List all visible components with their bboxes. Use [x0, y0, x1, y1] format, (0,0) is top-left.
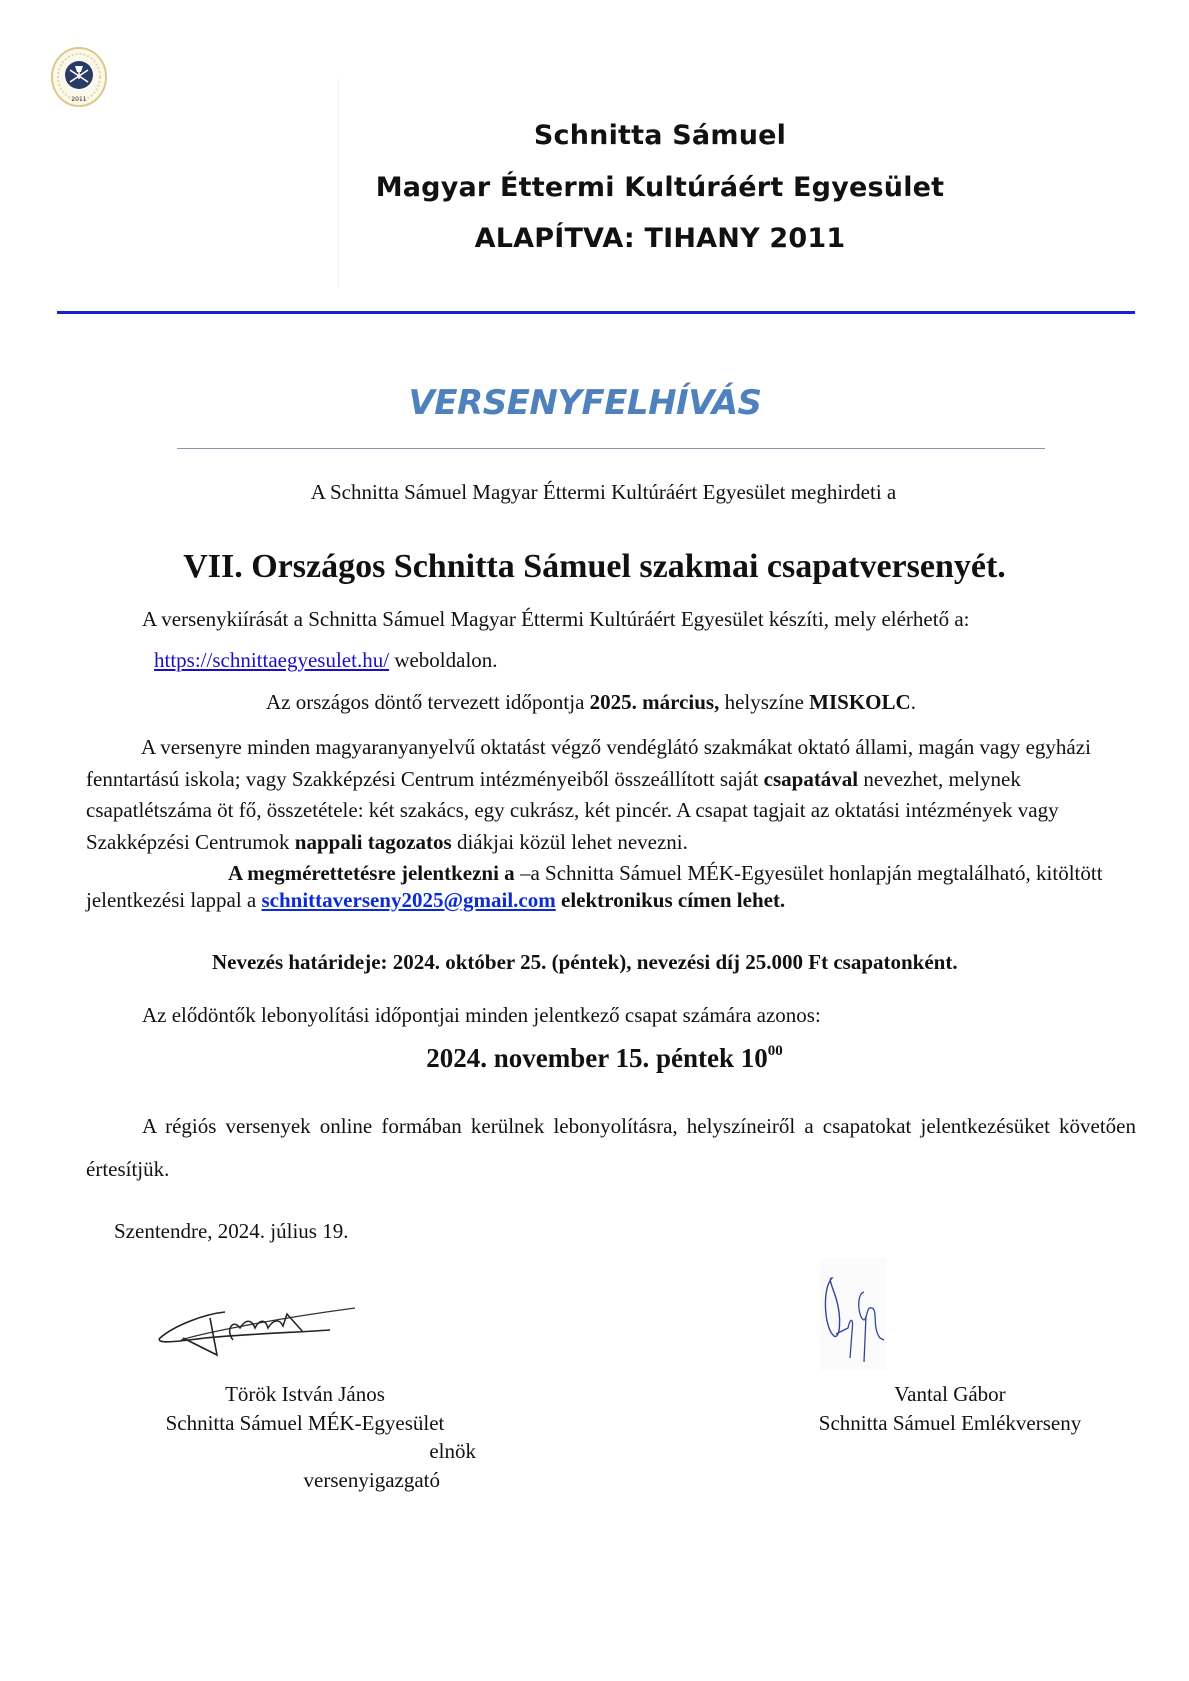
header-founded: ALAPÍTVA: TIHANY 2011: [474, 223, 846, 254]
intro-text: A Schnitta Sámuel Magyar Éttermi Kultúráért Egyesület meghirdeti a: [310, 480, 897, 504]
competition-heading: VII. Országos Schnitta Sámuel szakmai csapatversenyét.: [183, 548, 1006, 585]
website-suffix: weboldalon.: [389, 648, 498, 672]
website-link[interactable]: https://schnittaegyesulet.hu/: [154, 648, 390, 672]
eligibility-bold-1: csapatával: [763, 766, 859, 791]
prelims-intro: Az elődöntők lebonyolítási időpontjai minden jelentkező csapat számára azonos:: [142, 1003, 821, 1027]
signature-torok: [155, 1290, 385, 1365]
header-org-name: Schnitta Sámuel: [533, 120, 787, 151]
announcement-line: A versenykiírását a Schnitta Sámuel Magyar Éttermi Kultúráért Egyesület készíti, mely elérhető a:: [142, 607, 970, 631]
eligibility-bold-2: nappali tagozatos: [294, 829, 452, 854]
svg-text:2011: 2011: [71, 96, 87, 103]
registration-paragraph: [86, 860, 1131, 913]
registration-lead: A megmérettetésre jelentkezni a: [228, 861, 520, 885]
signatory-name: Vantal Gábor: [894, 1382, 1006, 1406]
signatory-org: Schnitta Sámuel MÉK-Egyesület: [165, 1410, 445, 1435]
registration-text: –a Schnitta Sámuel MÉK-Egyesület honlapján megtalálható, kitöltött jelentkezési lappal a: [86, 861, 1103, 912]
emblem-icon: [50, 46, 108, 108]
header-rule: [57, 311, 1135, 314]
eligibility-text-3: diákjai közül lehet nevezni.: [451, 829, 688, 854]
signatory-org: Schnitta Sámuel Emlékverseny: [818, 1410, 1082, 1435]
final-date: 2025. március,: [589, 690, 720, 714]
entry-deadline: Nevezés határideje: 2024. október 25. (péntek), nevezési díj 25.000 Ft csapatonként.: [212, 950, 958, 974]
prelims-time-superscript: 00: [767, 1043, 783, 1059]
signatory-role-2: versenyigazgató: [303, 1467, 440, 1492]
eligibility-text-2: nevezhet, melynek csapatlétszáma öt fő, összetétele: két szakács, egy cukrász, két pincér. A csapat tagjait az oktatási intézmények vagy Szakképzési Centrumok: [86, 766, 1059, 854]
title-rule: [177, 448, 1045, 449]
registration-email-link[interactable]: schnittaverseny2025@gmail.com: [261, 887, 556, 912]
eligibility-text-1: A versenyre minden magyaranyanyelvű oktatást végző vendéglátó szakmákat oktató állami, magán vagy egyházi fenntartású iskola; vagy Szakképzési Centrum intézményeiből összeállított saját: [86, 735, 1091, 791]
prelims-date: [0, 1043, 1189, 1074]
signature-vantal: [820, 1258, 886, 1370]
registration-tail: elektronikus címen lehet.: [555, 887, 786, 912]
signatory-vantal: [790, 1380, 1110, 1437]
final-location: MISKOLC: [809, 690, 911, 714]
regional-text: A régiós versenyek online formában kerülnek lebonyolításra, helyszíneiről a csapatokat jelentkezésüket követően értesítjük.: [86, 1114, 1136, 1181]
final-info-line: [266, 692, 916, 713]
signature-icon: [155, 1290, 385, 1365]
prelims-date-text: 2024. november 15. péntek 10: [426, 1043, 768, 1073]
final-suffix: .: [910, 690, 916, 714]
regional-paragraph: [86, 1105, 1136, 1191]
place-date: Szentendre, 2024. július 19.: [114, 1219, 349, 1243]
page-title: VERSENYFELHÍVÁS: [408, 383, 762, 423]
signatory-role: elnök: [429, 1439, 476, 1463]
association-logo: [50, 46, 108, 108]
eligibility-paragraph: [86, 732, 1131, 858]
final-prefix: Az országos döntő tervezett időpontja: [266, 690, 590, 714]
header-org-subtitle: Magyar Éttermi Kultúráért Egyesület: [375, 172, 945, 203]
signatory-name: Török István János: [225, 1382, 385, 1406]
signatory-torok: [130, 1380, 480, 1494]
website-line: [154, 650, 498, 671]
final-mid: helyszíne: [719, 690, 810, 714]
signature-icon: [820, 1258, 886, 1370]
